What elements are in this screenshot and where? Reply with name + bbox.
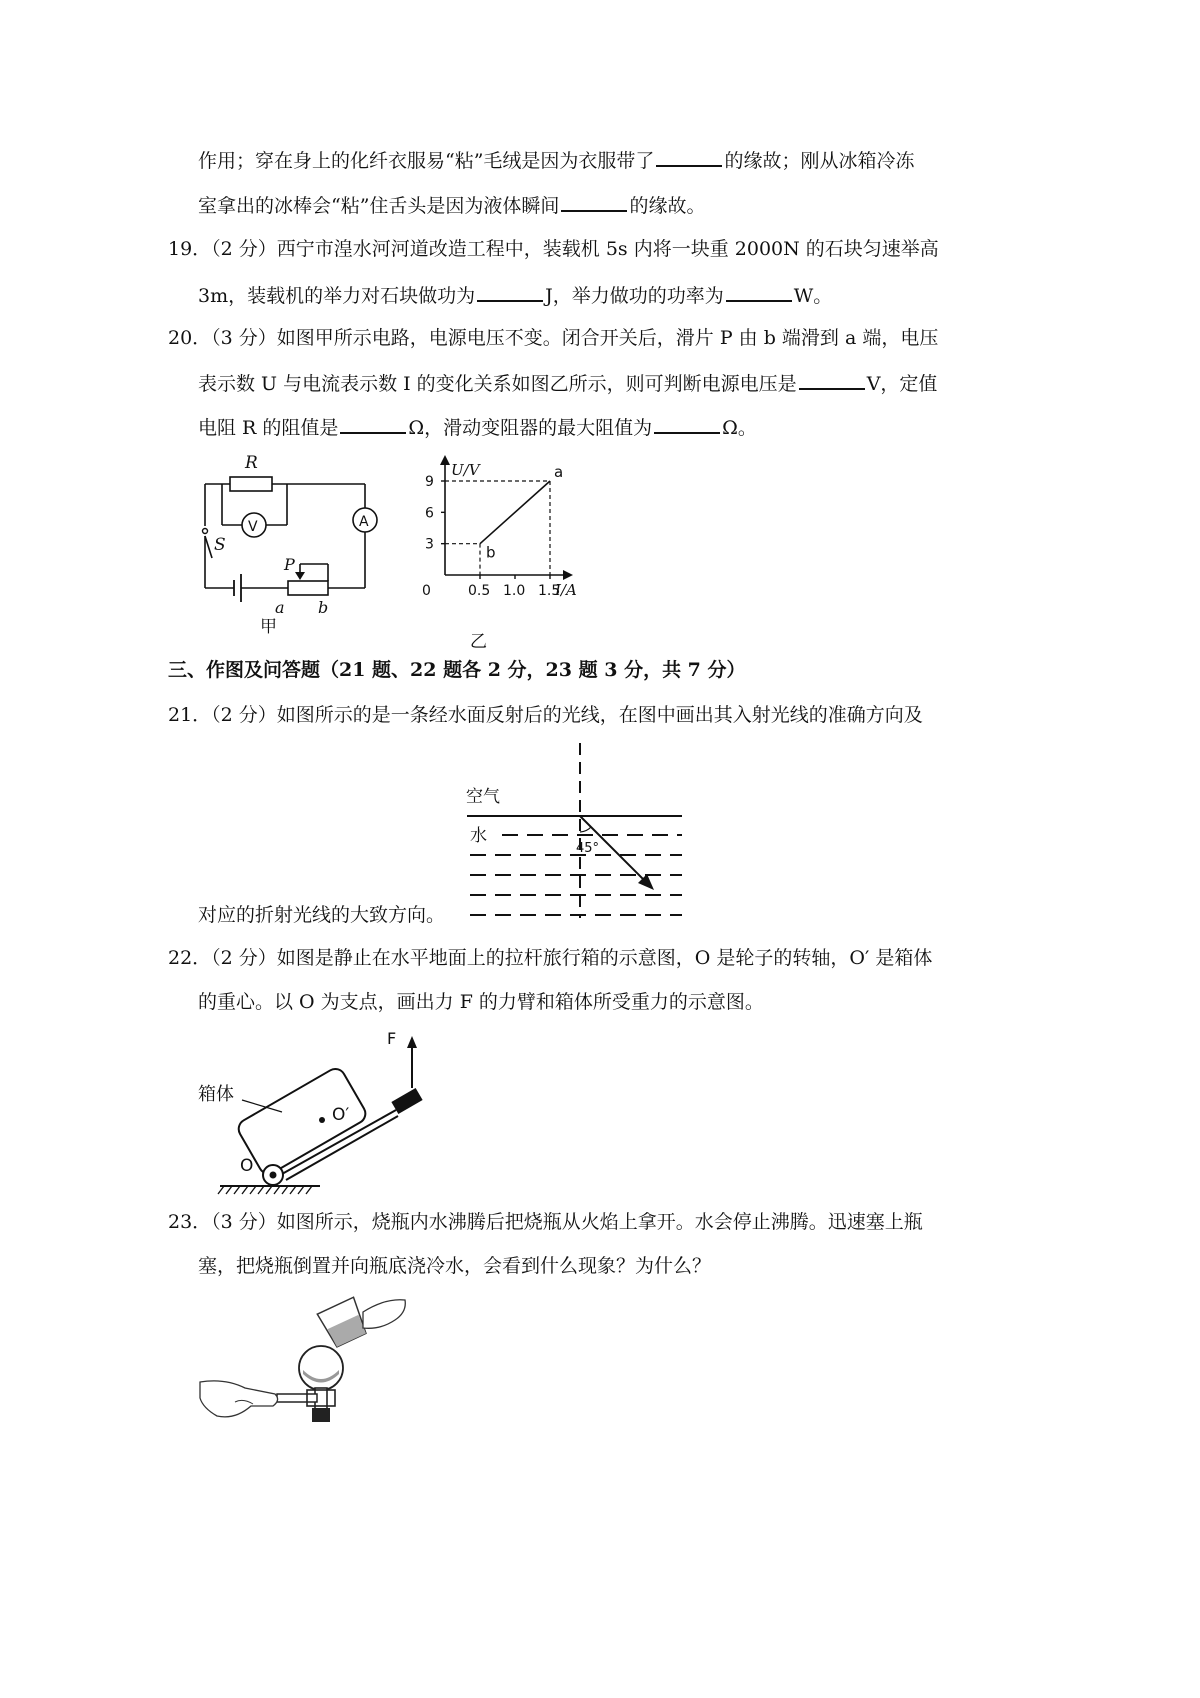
q19-blank-1[interactable]	[477, 282, 543, 302]
q22-text-1: 22．（2 分）如图是静止在水平地面上的拉杆旅行箱的示意图，O 是轮子的转轴，O′ 是箱体	[168, 947, 933, 969]
q20-text-2a: 表示数 U 与电流表示数 I 的变化关系如图乙所示，则可判断电源电压是	[198, 373, 797, 395]
q19-blank-2[interactable]	[726, 282, 792, 302]
point-label-b: b	[486, 543, 496, 562]
q20-line-1	[168, 326, 938, 350]
label-water: 水	[470, 826, 487, 846]
label-angle: 45°	[576, 841, 600, 856]
upper-hand	[363, 1300, 405, 1329]
lower-hand	[200, 1381, 278, 1417]
q18-text-1b: 的缘故；刚从冰箱冷冻	[724, 150, 915, 172]
x-axis-arrow	[563, 570, 573, 580]
q20-line-3	[198, 414, 757, 440]
x-tick-label: 0.5	[468, 583, 491, 599]
label-A: A	[359, 514, 369, 530]
y-axis-label: U/V	[451, 461, 480, 479]
label-box: 箱体	[198, 1084, 234, 1105]
q18-blank-2[interactable]	[561, 192, 627, 212]
x-tick-label: 1.5	[538, 583, 561, 599]
x-tick-label: 1.0	[503, 583, 526, 599]
origin-label: 0	[422, 583, 431, 599]
q18-line-1	[198, 147, 914, 173]
flask-bulb	[299, 1346, 343, 1390]
label-air: 空气	[466, 787, 500, 807]
q20-blank-2[interactable]	[340, 414, 406, 434]
q19-line-1	[168, 237, 939, 261]
q19-text-2a: 3m，装载机的举力对石块做功为	[198, 285, 476, 307]
label-F: F	[387, 1029, 397, 1048]
q20-text-3a: 电阻 R 的阻值是	[198, 417, 339, 439]
q18-text-2b: 的缘故。	[629, 195, 706, 217]
q23-text-2: 塞，把烧瓶倒置并向瓶底浇冷水，会看到什么现象？为什么？	[198, 1255, 712, 1277]
q20-blank-3[interactable]	[654, 414, 720, 434]
y-tick-label: 9	[425, 474, 434, 490]
suitcase-diagram	[200, 1028, 460, 1193]
y-tick-label: 3	[425, 536, 434, 553]
wheel-axle	[270, 1172, 277, 1179]
label-P: P	[284, 555, 295, 574]
q23-line-2	[198, 1254, 711, 1278]
q20-line-2	[198, 370, 937, 396]
label-a: a	[275, 598, 285, 617]
q19-text-1: 19．（2 分）西宁市湟水河河道改造工程中，装载机 5s 内将一块重 2000N 的石块匀速举高	[168, 238, 939, 260]
angle-arc	[580, 827, 591, 832]
q22-text-2: 的重心。以 O 为支点，画出力 F 的力臂和箱体所受重力的示意图。	[198, 991, 764, 1013]
section-3-title	[168, 658, 746, 682]
caption-jia: 甲	[260, 617, 277, 637]
label-b: b	[318, 598, 329, 617]
q18-blank-1[interactable]	[656, 147, 722, 167]
section-3-text: 三、作图及问答题（21 题、22 题各 2 分，23 题 3 分，共 7 分）	[168, 659, 746, 681]
reflection-diagram	[462, 738, 702, 928]
label-R: R	[245, 453, 258, 473]
q21-text-2: 对应的折射光线的大致方向。	[198, 904, 446, 926]
q23-line-1	[168, 1210, 923, 1234]
label-O: O	[240, 1156, 254, 1176]
circuit-diagram	[200, 448, 400, 638]
stopper	[312, 1408, 330, 1422]
q19-text-2c: W。	[793, 285, 833, 307]
y-axis-arrow	[440, 455, 450, 465]
label-O-prime: O′	[332, 1105, 350, 1125]
q18-text-2a: 室拿出的冰棒会“粘”住舌头是因为液体瞬间	[198, 195, 560, 217]
q20-text-3c: Ω。	[722, 417, 757, 439]
q20-text-1: 20．（3 分）如图甲所示电路，电源电压不变。闭合开关后，滑片 P 由 b 端滑到 a 端，电压	[168, 327, 939, 349]
label-S: S	[214, 535, 226, 555]
q18-line-2	[198, 192, 705, 218]
flask-illustration	[195, 1290, 425, 1440]
q18-text-1a: 作用；穿在身上的化纤衣服易“粘”毛绒是因为衣服带了	[198, 150, 655, 172]
data-line	[480, 481, 550, 544]
q20-text-3b: Ω，滑动变阻器的最大阻值为	[408, 417, 653, 439]
q22-line-1	[168, 946, 932, 970]
q21-line-2	[198, 903, 445, 927]
q21-text-1: 21．（2 分）如图所示的是一条经水面反射后的光线，在图中画出其入射光线的准确方向及	[168, 704, 923, 726]
label-V: V	[248, 519, 258, 535]
x-axis-label: I/A	[555, 581, 577, 599]
force-arrowhead	[407, 1036, 417, 1048]
q20-text-2b: V，定值	[866, 373, 938, 395]
ui-graph	[422, 455, 605, 655]
point-label-a: a	[554, 463, 564, 481]
rheostat	[288, 581, 328, 595]
q19-line-2	[198, 282, 832, 308]
y-tick-label: 6	[425, 505, 434, 522]
q19-text-2b: J，举力做功的功率为	[545, 285, 724, 307]
q23-text-1: 23．（3 分）如图所示，烧瓶内水沸腾后把烧瓶从火焰上拿开。水会停止沸腾。迅速塞上瓶	[168, 1211, 923, 1233]
beaker	[317, 1297, 369, 1348]
holder-rod	[277, 1394, 317, 1402]
caption-yi: 乙	[470, 632, 487, 652]
q22-line-2	[198, 990, 764, 1014]
center-of-gravity	[319, 1117, 325, 1123]
q20-blank-1[interactable]	[799, 370, 865, 390]
q21-line-1	[168, 703, 923, 727]
resistor-R	[230, 477, 272, 491]
